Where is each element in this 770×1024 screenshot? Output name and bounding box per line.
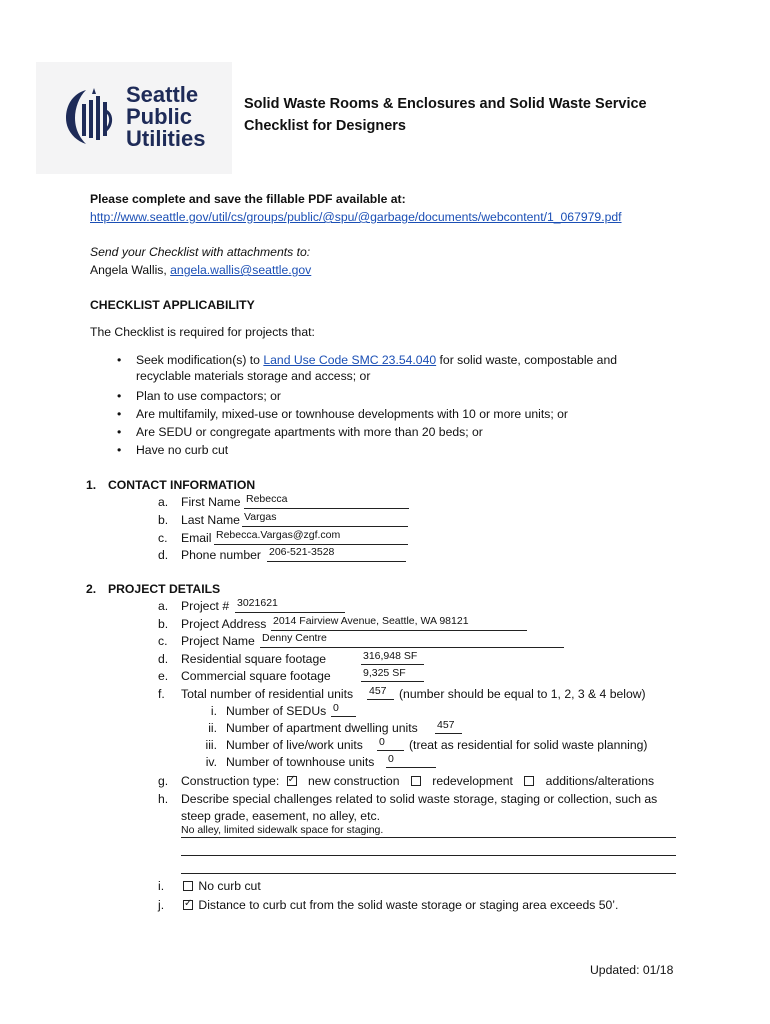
- total-units-underline: [367, 699, 394, 700]
- apartment-units-field[interactable]: 457: [437, 719, 455, 731]
- item-letter: a.: [158, 599, 169, 613]
- project-heading: PROJECT DETAILS: [108, 582, 221, 596]
- construction-type-label: Construction type:: [181, 774, 280, 788]
- item-letter: h.: [158, 792, 169, 806]
- curb-distance-checkbox[interactable]: [183, 900, 193, 910]
- project-name-field[interactable]: Denny Centre: [262, 632, 327, 644]
- bullet-item: [117, 442, 228, 458]
- bullet-dot: •: [117, 425, 122, 439]
- bullet-text: Are SEDU or congregate apartments with more than 20 beds; or: [136, 425, 483, 439]
- logo-line: Public: [126, 104, 193, 129]
- live-work-units-field[interactable]: 0: [379, 736, 385, 748]
- residential-sqft-underline: [361, 664, 424, 665]
- no-curb-cut-checkbox[interactable]: [183, 881, 193, 891]
- subitem-number: i.: [210, 704, 217, 718]
- contact-name: Angela Wallis,: [90, 263, 171, 277]
- commercial-sqft-field[interactable]: 9,325 SF: [363, 667, 406, 679]
- project-address-label: Project Address: [181, 617, 267, 631]
- construction-type-row: [181, 773, 654, 789]
- live-work-units-underline: [377, 750, 404, 751]
- bullet-item: [117, 406, 568, 422]
- last-name-label: Last Name: [181, 513, 240, 527]
- item-letter: b.: [158, 513, 169, 527]
- item-letter: i.: [158, 879, 165, 893]
- live-work-units-note: (treat as residential for solid waste planning): [409, 738, 648, 752]
- project-number-underline: [235, 612, 345, 613]
- contact-line: [90, 262, 311, 278]
- bullet-item: [117, 352, 677, 384]
- phone-label: Phone number: [181, 548, 261, 562]
- logo-wordmark: [126, 84, 205, 150]
- additions-alterations-checkbox[interactable]: [524, 776, 534, 786]
- sedu-label: Number of SEDUs: [226, 704, 327, 718]
- last-name-field[interactable]: Vargas: [244, 511, 277, 523]
- send-instructions: Send your Checklist with attachments to:: [90, 245, 311, 259]
- subitem-number: iii.: [205, 738, 217, 752]
- challenges-underline: [181, 837, 676, 838]
- spu-logo-mark-icon: [62, 84, 118, 148]
- townhouse-units-field[interactable]: 0: [388, 753, 394, 765]
- no-curb-cut-row: [183, 878, 261, 894]
- updated-date: Updated: 01/18: [590, 963, 674, 977]
- applicability-intro: The Checklist is required for projects that:: [90, 325, 315, 339]
- new-construction-label: new construction: [308, 774, 400, 788]
- bullet-dot: •: [117, 443, 122, 457]
- section-number: 1.: [86, 478, 97, 492]
- challenges-field[interactable]: No alley, limited sidewalk space for staging.: [181, 824, 384, 836]
- challenges-underline: [181, 855, 676, 856]
- residential-sqft-label: Residential square footage: [181, 652, 326, 666]
- bullet-dot: •: [117, 389, 122, 403]
- logo-line: Utilities: [126, 126, 206, 151]
- bullet-dot: •: [117, 407, 122, 421]
- bullet-text: recyclable materials storage and access; or: [136, 369, 371, 383]
- first-name-label: First Name: [181, 495, 241, 509]
- title-line: Checklist for Designers: [244, 118, 406, 134]
- item-letter: e.: [158, 669, 169, 683]
- first-name-field[interactable]: Rebecca: [246, 493, 288, 505]
- land-use-code-link[interactable]: Land Use Code SMC 23.54.040: [263, 353, 437, 367]
- last-name-underline: [242, 526, 408, 527]
- total-units-label: Total number of residential units: [181, 687, 354, 701]
- challenges-prompt: steep grade, easement, no alley, etc.: [181, 809, 380, 823]
- project-name-underline: [260, 647, 564, 648]
- item-letter: g.: [158, 774, 169, 788]
- apartment-units-underline: [435, 733, 462, 734]
- apartment-units-label: Number of apartment dwelling units: [226, 721, 418, 735]
- bullet-dot: •: [117, 353, 122, 367]
- email-underline: [214, 544, 408, 545]
- subitem-number: iv.: [205, 755, 217, 769]
- subitem-number: ii.: [208, 721, 217, 735]
- new-construction-checkbox[interactable]: [287, 776, 297, 786]
- project-number-field[interactable]: 3021621: [237, 597, 278, 609]
- challenges-underline: [181, 873, 676, 874]
- item-letter: c.: [158, 634, 168, 648]
- first-name-underline: [244, 508, 409, 509]
- email-field[interactable]: Rebecca.Vargas@zgf.com: [216, 529, 341, 541]
- curb-distance-row: [183, 897, 618, 913]
- bullet-text: for solid waste, compostable and: [436, 353, 618, 367]
- curb-distance-label: Distance to curb cut from the solid waste storage or staging area exceeds 50’.: [198, 898, 619, 912]
- sedu-field[interactable]: 0: [333, 702, 339, 714]
- section-number: 2.: [86, 582, 97, 596]
- residential-sqft-field[interactable]: 316,948 SF: [363, 650, 418, 662]
- project-name-label: Project Name: [181, 634, 255, 648]
- sedu-underline: [331, 716, 356, 717]
- bullet-text: Have no curb cut: [136, 443, 229, 457]
- item-letter: d.: [158, 652, 169, 666]
- contact-heading: CONTACT INFORMATION: [108, 478, 256, 492]
- commercial-sqft-label: Commercial square footage: [181, 669, 331, 683]
- applicability-heading: CHECKLIST APPLICABILITY: [90, 298, 255, 312]
- redevelopment-checkbox[interactable]: [411, 776, 421, 786]
- bullet-item: [117, 388, 281, 404]
- item-letter: a.: [158, 495, 169, 509]
- additions-alterations-label: additions/alterations: [545, 774, 655, 788]
- item-letter: c.: [158, 531, 168, 545]
- total-units-note: (number should be equal to 1, 2, 3 & 4 below): [399, 687, 646, 701]
- title-line: Solid Waste Rooms & Enclosures and Solid Waste Service: [244, 96, 647, 112]
- bullet-text: Plan to use compactors; or: [136, 389, 281, 403]
- phone-underline: [267, 561, 406, 562]
- townhouse-units-underline: [386, 767, 436, 768]
- townhouse-units-label: Number of townhouse units: [226, 755, 375, 769]
- bullet-text: Are multifamily, mixed-use or townhouse developments with 10 or more units; or: [136, 407, 568, 421]
- instructions-heading: Please complete and save the fillable PDF available at:: [90, 192, 406, 206]
- phone-field[interactable]: 206-521-3528: [269, 546, 335, 558]
- logo-line: Seattle: [126, 82, 199, 107]
- bullet-item: [117, 424, 483, 440]
- project-address-field[interactable]: 2014 Fairview Avenue, Seattle, WA 98121: [273, 615, 469, 627]
- fillable-pdf-link[interactable]: http://www.seattle.gov/util/cs/groups/public/@spu/@garbage/documents/webcontent/1_067979.pdf: [90, 210, 622, 224]
- no-curb-cut-label: No curb cut: [198, 879, 261, 893]
- total-units-field[interactable]: 457: [369, 685, 387, 697]
- redevelopment-label: redevelopment: [432, 774, 513, 788]
- item-letter: f.: [158, 687, 165, 701]
- contact-email-link[interactable]: angela.wallis@seattle.gov: [170, 263, 312, 277]
- bullet-text: Seek modification(s) to: [136, 353, 264, 367]
- item-letter: j.: [158, 898, 165, 912]
- challenges-prompt: Describe special challenges related to solid waste storage, staging or collection, such as: [181, 792, 658, 806]
- live-work-units-label: Number of live/work units: [226, 738, 363, 752]
- item-letter: b.: [158, 617, 169, 631]
- project-address-underline: [271, 630, 527, 631]
- document-title: [244, 93, 684, 137]
- email-label: Email: [181, 531, 212, 545]
- project-number-label: Project #: [181, 599, 230, 613]
- commercial-sqft-underline: [361, 681, 424, 682]
- item-letter: d.: [158, 548, 169, 562]
